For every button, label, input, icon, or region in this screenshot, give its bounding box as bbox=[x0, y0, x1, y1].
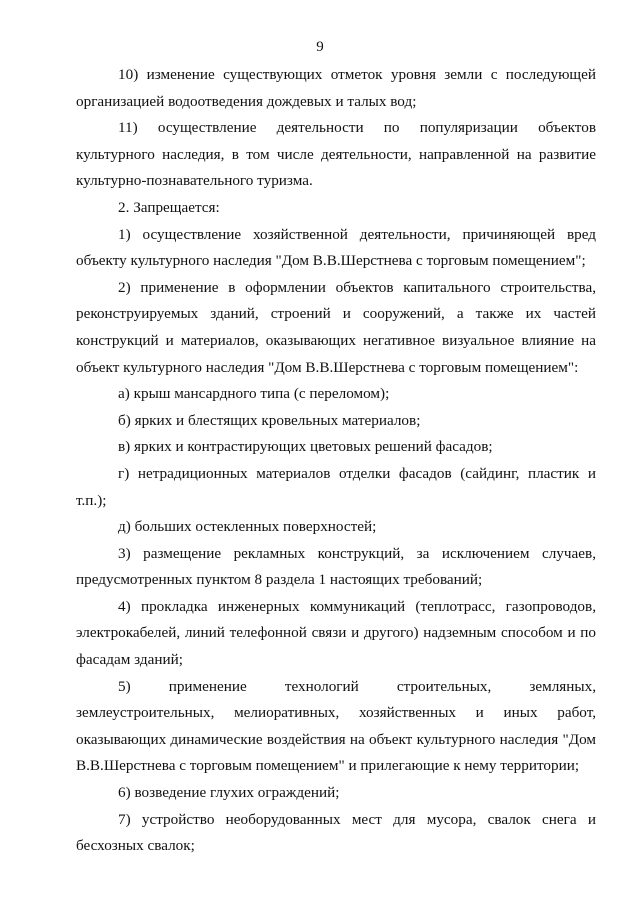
paragraph-prohibited-1: 1) осуществление хозяйственной деятельности, причиняющей вред объекту культурного наследия "Дом В.В.Шерстнева с торговым помещением"; bbox=[76, 225, 596, 270]
page-number: 9 bbox=[316, 39, 324, 55]
paragraph-prohibited-6: 6) возведение глухих ограждений; bbox=[118, 784, 340, 802]
subitem-a: а) крыш мансардного типа (с переломом); bbox=[118, 385, 390, 403]
subitem-d: д) больших остекленных поверхностей; bbox=[118, 518, 377, 536]
paragraph-prohibited-4: 4) прокладка инженерных коммуникаций (теплотрасс, газопроводов, электрокабелей, линий телефонной связи и другого) надземным способом и по фасадам зданий; bbox=[76, 597, 596, 669]
paragraph-item-11: 11) осуществление деятельности по популяризации объектов культурного наследия, в том числе деятельности, направленной на развитие культурно-познавательного туризма. bbox=[76, 119, 596, 190]
paragraph-item-10: 10) изменение существующих отметок уровня земли с последующей организацией водоотведения дождевых и талых вод; bbox=[76, 66, 596, 110]
subitem-b: б) ярких и блестящих кровельных материалов; bbox=[118, 411, 421, 429]
document-body bbox=[76, 62, 596, 860]
paragraph-prohibited-7: 7) устройство необорудованных мест для мусора, свалок снега и бесхозных свалок; bbox=[76, 810, 596, 855]
section-heading-prohibited: 2. Запрещается: bbox=[118, 198, 220, 216]
subitem-g: г) нетрадиционных материалов отделки фасадов (сайдинг, пластик и т.п.); bbox=[76, 464, 596, 509]
paragraph-prohibited-2: 2) применение в оформлении объектов капитального строительства, реконструируемых зданий, строений и сооружений, а также их частей конструкций и материалов, оказывающих негативное визуальное влияние на объект культурного наследия "Дом В.В.Шерстнева с торговым помещением": bbox=[76, 278, 596, 376]
paragraph-prohibited-3: 3) размещение рекламных конструкций, за исключением случаев, предусмотренных пунктом 8 раздела 1 настоящих требований; bbox=[76, 544, 596, 589]
subitem-v: в) ярких и контрастирующих цветовых решений фасадов; bbox=[118, 438, 493, 456]
paragraph-prohibited-5: 5) применение технологий строительных, земляных, землеустроительных, мелиоративных, хозяйственных и иных работ, оказывающих динамические воздействия на объект культурного наследия "Дом В.В.Шерстнева с торговым помещением" и прилегающие к нему территории; bbox=[76, 677, 596, 775]
